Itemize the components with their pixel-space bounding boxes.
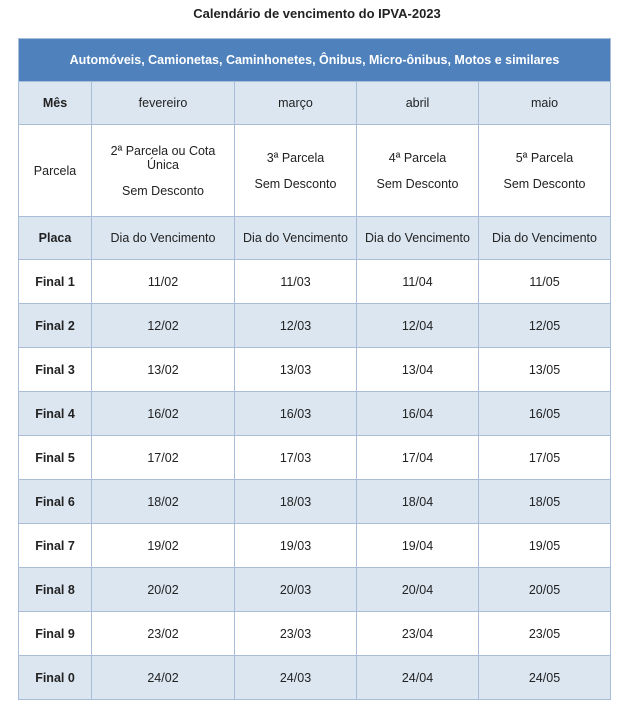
- due-date-cell: 17/04: [357, 436, 479, 480]
- due-date-cell: 23/05: [479, 612, 611, 656]
- plate-final-cell: Final 5: [19, 436, 92, 480]
- due-date-cell: 13/02: [92, 348, 235, 392]
- due-date-cell: 17/03: [235, 436, 357, 480]
- due-date-cell: 12/02: [92, 304, 235, 348]
- vehicle-category-header: Automóveis, Camionetas, Caminhonetes, Ônibus, Micro-ônibus, Motos e similares: [19, 39, 611, 82]
- month-label: Mês: [19, 82, 92, 125]
- due-date-cell: 18/04: [357, 480, 479, 524]
- month-cell: março: [235, 82, 357, 125]
- month-row: [19, 82, 611, 125]
- due-date-cell: 20/02: [92, 568, 235, 612]
- plate-final-cell: Final 9: [19, 612, 92, 656]
- month-cell: maio: [479, 82, 611, 125]
- table-header-row: [19, 39, 611, 82]
- due-date-cell: 23/04: [357, 612, 479, 656]
- plate-final-cell: Final 8: [19, 568, 92, 612]
- due-date-cell: 19/04: [357, 524, 479, 568]
- due-date-cell: 18/02: [92, 480, 235, 524]
- parcela-label: Parcela: [19, 125, 92, 217]
- due-date-cell: 12/04: [357, 304, 479, 348]
- parcela-desc: Sem Desconto: [122, 183, 204, 198]
- parcela-cell: [235, 125, 357, 217]
- plate-final-cell: Final 2: [19, 304, 92, 348]
- due-date-cell: 11/05: [479, 260, 611, 304]
- plate-final-cell: Final 7: [19, 524, 92, 568]
- due-date-cell: 24/02: [92, 656, 235, 700]
- due-date-cell: 19/02: [92, 524, 235, 568]
- parcela-name: 5ª Parcela: [515, 150, 574, 165]
- table-row: [19, 480, 611, 524]
- due-date-cell: 11/02: [92, 260, 235, 304]
- due-date-cell: 17/02: [92, 436, 235, 480]
- due-date-cell: 17/05: [479, 436, 611, 480]
- due-date-cell: 19/03: [235, 524, 357, 568]
- plate-final-cell: Final 4: [19, 392, 92, 436]
- parcela-cell: [479, 125, 611, 217]
- due-label-cell: Dia do Vencimento: [235, 217, 357, 260]
- parcela-cell: [92, 125, 235, 217]
- due-date-cell: 24/05: [479, 656, 611, 700]
- parcela-desc: Sem Desconto: [254, 176, 337, 191]
- due-date-cell: 16/05: [479, 392, 611, 436]
- due-date-cell: 20/04: [357, 568, 479, 612]
- parcela-cell: [357, 125, 479, 217]
- table-row: [19, 392, 611, 436]
- month-cell: fevereiro: [92, 82, 235, 125]
- due-date-cell: 13/03: [235, 348, 357, 392]
- due-date-cell: 24/04: [357, 656, 479, 700]
- due-date-cell: 16/04: [357, 392, 479, 436]
- table-row: [19, 348, 611, 392]
- due-date-cell: 24/03: [235, 656, 357, 700]
- page-title: Calendário de vencimento do IPVA-2023: [193, 6, 441, 21]
- parcela-name: 3ª Parcela: [266, 150, 325, 165]
- ipva-calendar-table: [18, 38, 611, 700]
- table-row: [19, 436, 611, 480]
- due-label-cell: Dia do Vencimento: [479, 217, 611, 260]
- due-date-cell: 13/05: [479, 348, 611, 392]
- due-date-cell: 11/04: [357, 260, 479, 304]
- due-label-cell: Dia do Vencimento: [357, 217, 479, 260]
- due-date-cell: 23/02: [92, 612, 235, 656]
- table-row: [19, 656, 611, 700]
- due-date-cell: 16/02: [92, 392, 235, 436]
- due-date-cell: 13/04: [357, 348, 479, 392]
- table-row: [19, 568, 611, 612]
- parcela-name: 2ª Parcela ou Cota Única: [110, 143, 216, 172]
- parcela-desc: Sem Desconto: [376, 176, 459, 191]
- table-row: [19, 524, 611, 568]
- month-cell: abril: [357, 82, 479, 125]
- plate-final-cell: Final 3: [19, 348, 92, 392]
- due-date-cell: 18/05: [479, 480, 611, 524]
- plate-final-cell: Final 0: [19, 656, 92, 700]
- parcela-name: 4ª Parcela: [388, 150, 447, 165]
- due-label-cell: Dia do Vencimento: [92, 217, 235, 260]
- table-row: [19, 304, 611, 348]
- due-date-cell: 19/05: [479, 524, 611, 568]
- plate-final-cell: Final 6: [19, 480, 92, 524]
- due-date-cell: 12/03: [235, 304, 357, 348]
- parcela-row: [19, 125, 611, 217]
- parcela-desc: Sem Desconto: [503, 176, 586, 191]
- due-date-cell: 23/03: [235, 612, 357, 656]
- placa-row: [19, 217, 611, 260]
- placa-label: Placa: [19, 217, 92, 260]
- due-date-cell: 18/03: [235, 480, 357, 524]
- due-date-cell: 20/05: [479, 568, 611, 612]
- table-row: [19, 612, 611, 656]
- table-row: [19, 260, 611, 304]
- due-date-cell: 11/03: [235, 260, 357, 304]
- due-date-cell: 16/03: [235, 392, 357, 436]
- plate-final-cell: Final 1: [19, 260, 92, 304]
- due-date-cell: 12/05: [479, 304, 611, 348]
- due-date-cell: 20/03: [235, 568, 357, 612]
